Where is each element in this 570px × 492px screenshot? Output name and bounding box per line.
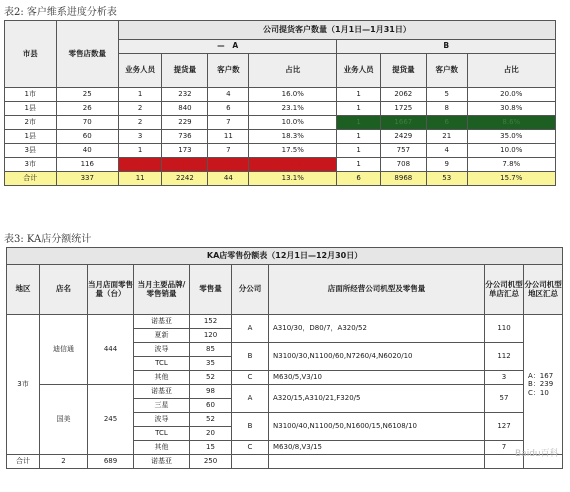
header-store-name: 店名 [40, 265, 88, 315]
cell-branch-sum: 7 [485, 441, 524, 455]
cell-b-cust: 21 [426, 130, 467, 144]
header-main-brands: 当月主要品牌/零售销量 [134, 265, 190, 315]
t3-total-stores: 2 [40, 455, 88, 469]
table2-total-row [5, 172, 556, 186]
cell-brand: 诺基亚 [134, 385, 190, 399]
cell-brand-qty: 60 [190, 399, 232, 413]
cell-a-cust: 7 [208, 116, 249, 130]
cell-brand: TCL [134, 427, 190, 441]
header-b-customers: 客户数 [426, 54, 467, 88]
cell-b-staff: 1 [337, 102, 380, 116]
header-branch-a: — A [118, 40, 336, 54]
header-a-ratio: 占比 [249, 54, 337, 88]
customer-progress-table [4, 20, 556, 186]
cell-a-cust: 11 [208, 130, 249, 144]
t3-total-qty: 250 [190, 455, 232, 469]
header-a-customers: 客户数 [208, 54, 249, 88]
total-a-customers: 44 [208, 172, 249, 186]
cell-branch: B [232, 343, 269, 371]
total-a-pickup: 2242 [162, 172, 208, 186]
table-row [5, 158, 556, 172]
cell-a-ratio: 16.0% [249, 88, 337, 102]
cell-b-cust: 4 [426, 144, 467, 158]
cell-city: 1县 [5, 102, 57, 116]
table-row [5, 144, 556, 158]
cell-stores: 25 [56, 88, 118, 102]
cell-b-pick: 2429 [380, 130, 426, 144]
cell-b-pick: 1667 [380, 116, 426, 130]
cell-b-ratio: 10.0% [467, 144, 555, 158]
cell-a-cust: 4 [208, 88, 249, 102]
cell-store-name: 国美 [40, 385, 88, 455]
cell-city: 1市 [5, 88, 57, 102]
cell-b-pick: 708 [380, 158, 426, 172]
cell-b-staff: 1 [337, 144, 380, 158]
cell-branch-sum: 127 [485, 413, 524, 441]
t3-total-brand: 诺基亚 [134, 455, 190, 469]
cell-stores: 70 [56, 116, 118, 130]
table-row [5, 102, 556, 116]
t3-total-empty-1 [232, 455, 269, 469]
cell-a-pick: 840 [162, 102, 208, 116]
cell-a-staff: 1 [118, 88, 161, 102]
cell-a-staff: 3 [118, 130, 161, 144]
cell-monthly-sales: 444 [88, 315, 134, 385]
cell-brand-qty: 120 [190, 329, 232, 343]
cell-a-ratio: 23.1% [249, 102, 337, 116]
cell-b-ratio: 7.8% [467, 158, 555, 172]
cell-brand: TCL [134, 357, 190, 371]
cell-a-pick: 173 [162, 144, 208, 158]
cell-a-pick: 32 [162, 158, 208, 172]
cell-a-ratio: 18.3% [249, 130, 337, 144]
cell-models: A320/15,A310/21,F320/5 [269, 385, 485, 413]
ka-store-share-table [6, 247, 563, 469]
total-a-ratio: 13.1% [249, 172, 337, 186]
table3-total-row [7, 455, 563, 469]
cell-brand: 三星 [134, 399, 190, 413]
table-row [5, 130, 556, 144]
cell-b-pick: 757 [380, 144, 426, 158]
cell-brand: 夏新 [134, 329, 190, 343]
cell-b-staff: 1 [337, 88, 380, 102]
t3-total-monthly: 689 [88, 455, 134, 469]
total-a-staff: 11 [118, 172, 161, 186]
header-branch: 分公司 [232, 265, 269, 315]
cell-region: 3市 [7, 315, 40, 455]
cell-city: 3县 [5, 144, 57, 158]
cell-brand-qty: 15 [190, 441, 232, 455]
cell-b-ratio: 30.8% [467, 102, 555, 116]
total-label: 合计 [5, 172, 57, 186]
cell-brand: 其他 [134, 441, 190, 455]
cell-branch-sum: 57 [485, 385, 524, 413]
cell-brand-qty: 52 [190, 371, 232, 385]
cell-brand: 波导 [134, 343, 190, 357]
cell-brand-qty: 52 [190, 413, 232, 427]
cell-b-pick: 2062 [380, 88, 426, 102]
header-b-ratio: 占比 [467, 54, 555, 88]
cell-models: M630/8,V3/15 [269, 441, 485, 455]
cell-brand: 其他 [134, 371, 190, 385]
cell-branch-sum: 3 [485, 371, 524, 385]
cell-branch-sum: 110 [485, 315, 524, 343]
cell-models: A310/30，D80/7，A320/52 [269, 315, 485, 343]
cell-b-staff: 1 [337, 130, 380, 144]
cell-models: N3100/40,N1100/50,N1600/15,N6108/10 [269, 413, 485, 441]
cell-b-ratio: 35.0% [467, 130, 555, 144]
total-b-ratio: 15.7% [467, 172, 555, 186]
cell-b-cust: 9 [426, 158, 467, 172]
cell-b-staff: 1 [337, 158, 380, 172]
cell-models: N3100/30,N1100/60,N7260/4,N6020/10 [269, 343, 485, 371]
cell-a-cust: 7 [208, 144, 249, 158]
cell-stores: 26 [56, 102, 118, 116]
watermark: Baidu百科 [515, 449, 559, 459]
header-pickup-group: 公司提货客户数量（1月1日—1月31日） [118, 21, 555, 40]
cell-b-staff: 1 [337, 116, 380, 130]
cell-store-name: 迪信通 [40, 315, 88, 385]
header-branch-store-sum: 分公司机型单店汇总 [485, 265, 524, 315]
cell-a-pick: 229 [162, 116, 208, 130]
cell-a-staff: 2 [118, 158, 161, 172]
header-models: 店面所经营公司机型及零售量 [269, 265, 485, 315]
header-store-count: 零售店数量 [56, 21, 118, 88]
cell-branch-sum: 112 [485, 343, 524, 371]
cell-a-staff: 1 [118, 144, 161, 158]
table-row [7, 315, 563, 329]
cell-brand-qty: 35 [190, 357, 232, 371]
header-branch-region-sum: 分公司机型地区汇总 [524, 265, 563, 315]
cell-brand-qty: 85 [190, 343, 232, 357]
cell-a-cust: 6 [208, 102, 249, 116]
cell-brand: 诺基亚 [134, 315, 190, 329]
cell-brand: 波导 [134, 413, 190, 427]
cell-branch: C [232, 371, 269, 385]
cell-b-cust: 5 [426, 88, 467, 102]
cell-a-ratio: 17.5% [249, 144, 337, 158]
cell-a-ratio: 10.0% [249, 116, 337, 130]
cell-branch: B [232, 413, 269, 441]
cell-b-ratio: 8.6% [467, 116, 555, 130]
table2-caption: 表2: 客户维系进度分析表 [4, 7, 117, 18]
cell-branch: A [232, 385, 269, 413]
header-b-pickup: 提货量 [380, 54, 426, 88]
cell-a-cust: 9 [208, 158, 249, 172]
table3-title: KA店零售份额表（12月1日—12月30日） [7, 248, 563, 265]
header-a-pickup: 提货量 [162, 54, 208, 88]
cell-a-pick: 232 [162, 88, 208, 102]
table-row [5, 88, 556, 102]
t3-total-empty-2 [269, 455, 485, 469]
table3-caption: 表3: KA店分额统计 [4, 234, 92, 245]
table-row [7, 385, 563, 399]
t3-total-label: 合计 [7, 455, 40, 469]
cell-stores: 60 [56, 130, 118, 144]
cell-branch: A [232, 315, 269, 343]
cell-models: M630/5,V3/10 [269, 371, 485, 385]
header-city: 市县 [5, 21, 57, 88]
header-b-staff: 业务人员 [337, 54, 380, 88]
cell-city: 3市 [5, 158, 57, 172]
cell-b-ratio: 20.0% [467, 88, 555, 102]
cell-b-cust: 6 [426, 116, 467, 130]
cell-city: 2市 [5, 116, 57, 130]
cell-branch: C [232, 441, 269, 455]
cell-brand-qty: 152 [190, 315, 232, 329]
cell-stores: 40 [56, 144, 118, 158]
total-b-customers: 53 [426, 172, 467, 186]
cell-brand-qty: 20 [190, 427, 232, 441]
header-retail-qty: 零售量 [190, 265, 232, 315]
total-b-staff: 6 [337, 172, 380, 186]
header-region: 地区 [7, 265, 40, 315]
header-a-staff: 业务人员 [118, 54, 161, 88]
header-monthly-sales: 当月店面零售量（台） [88, 265, 134, 315]
cell-brand-qty: 98 [190, 385, 232, 399]
total-stores: 337 [56, 172, 118, 186]
cell-monthly-sales: 245 [88, 385, 134, 455]
cell-region-sum: A：167 B：239 C：10 [524, 315, 563, 455]
cell-b-cust: 8 [426, 102, 467, 116]
cell-stores: 116 [56, 158, 118, 172]
cell-a-ratio: 7.8% [249, 158, 337, 172]
cell-b-pick: 1725 [380, 102, 426, 116]
cell-a-staff: 2 [118, 102, 161, 116]
cell-a-staff: 2 [118, 116, 161, 130]
table-row [5, 116, 556, 130]
total-b-pickup: 8968 [380, 172, 426, 186]
header-branch-b: B [337, 40, 556, 54]
cell-a-pick: 736 [162, 130, 208, 144]
cell-city: 1县 [5, 130, 57, 144]
